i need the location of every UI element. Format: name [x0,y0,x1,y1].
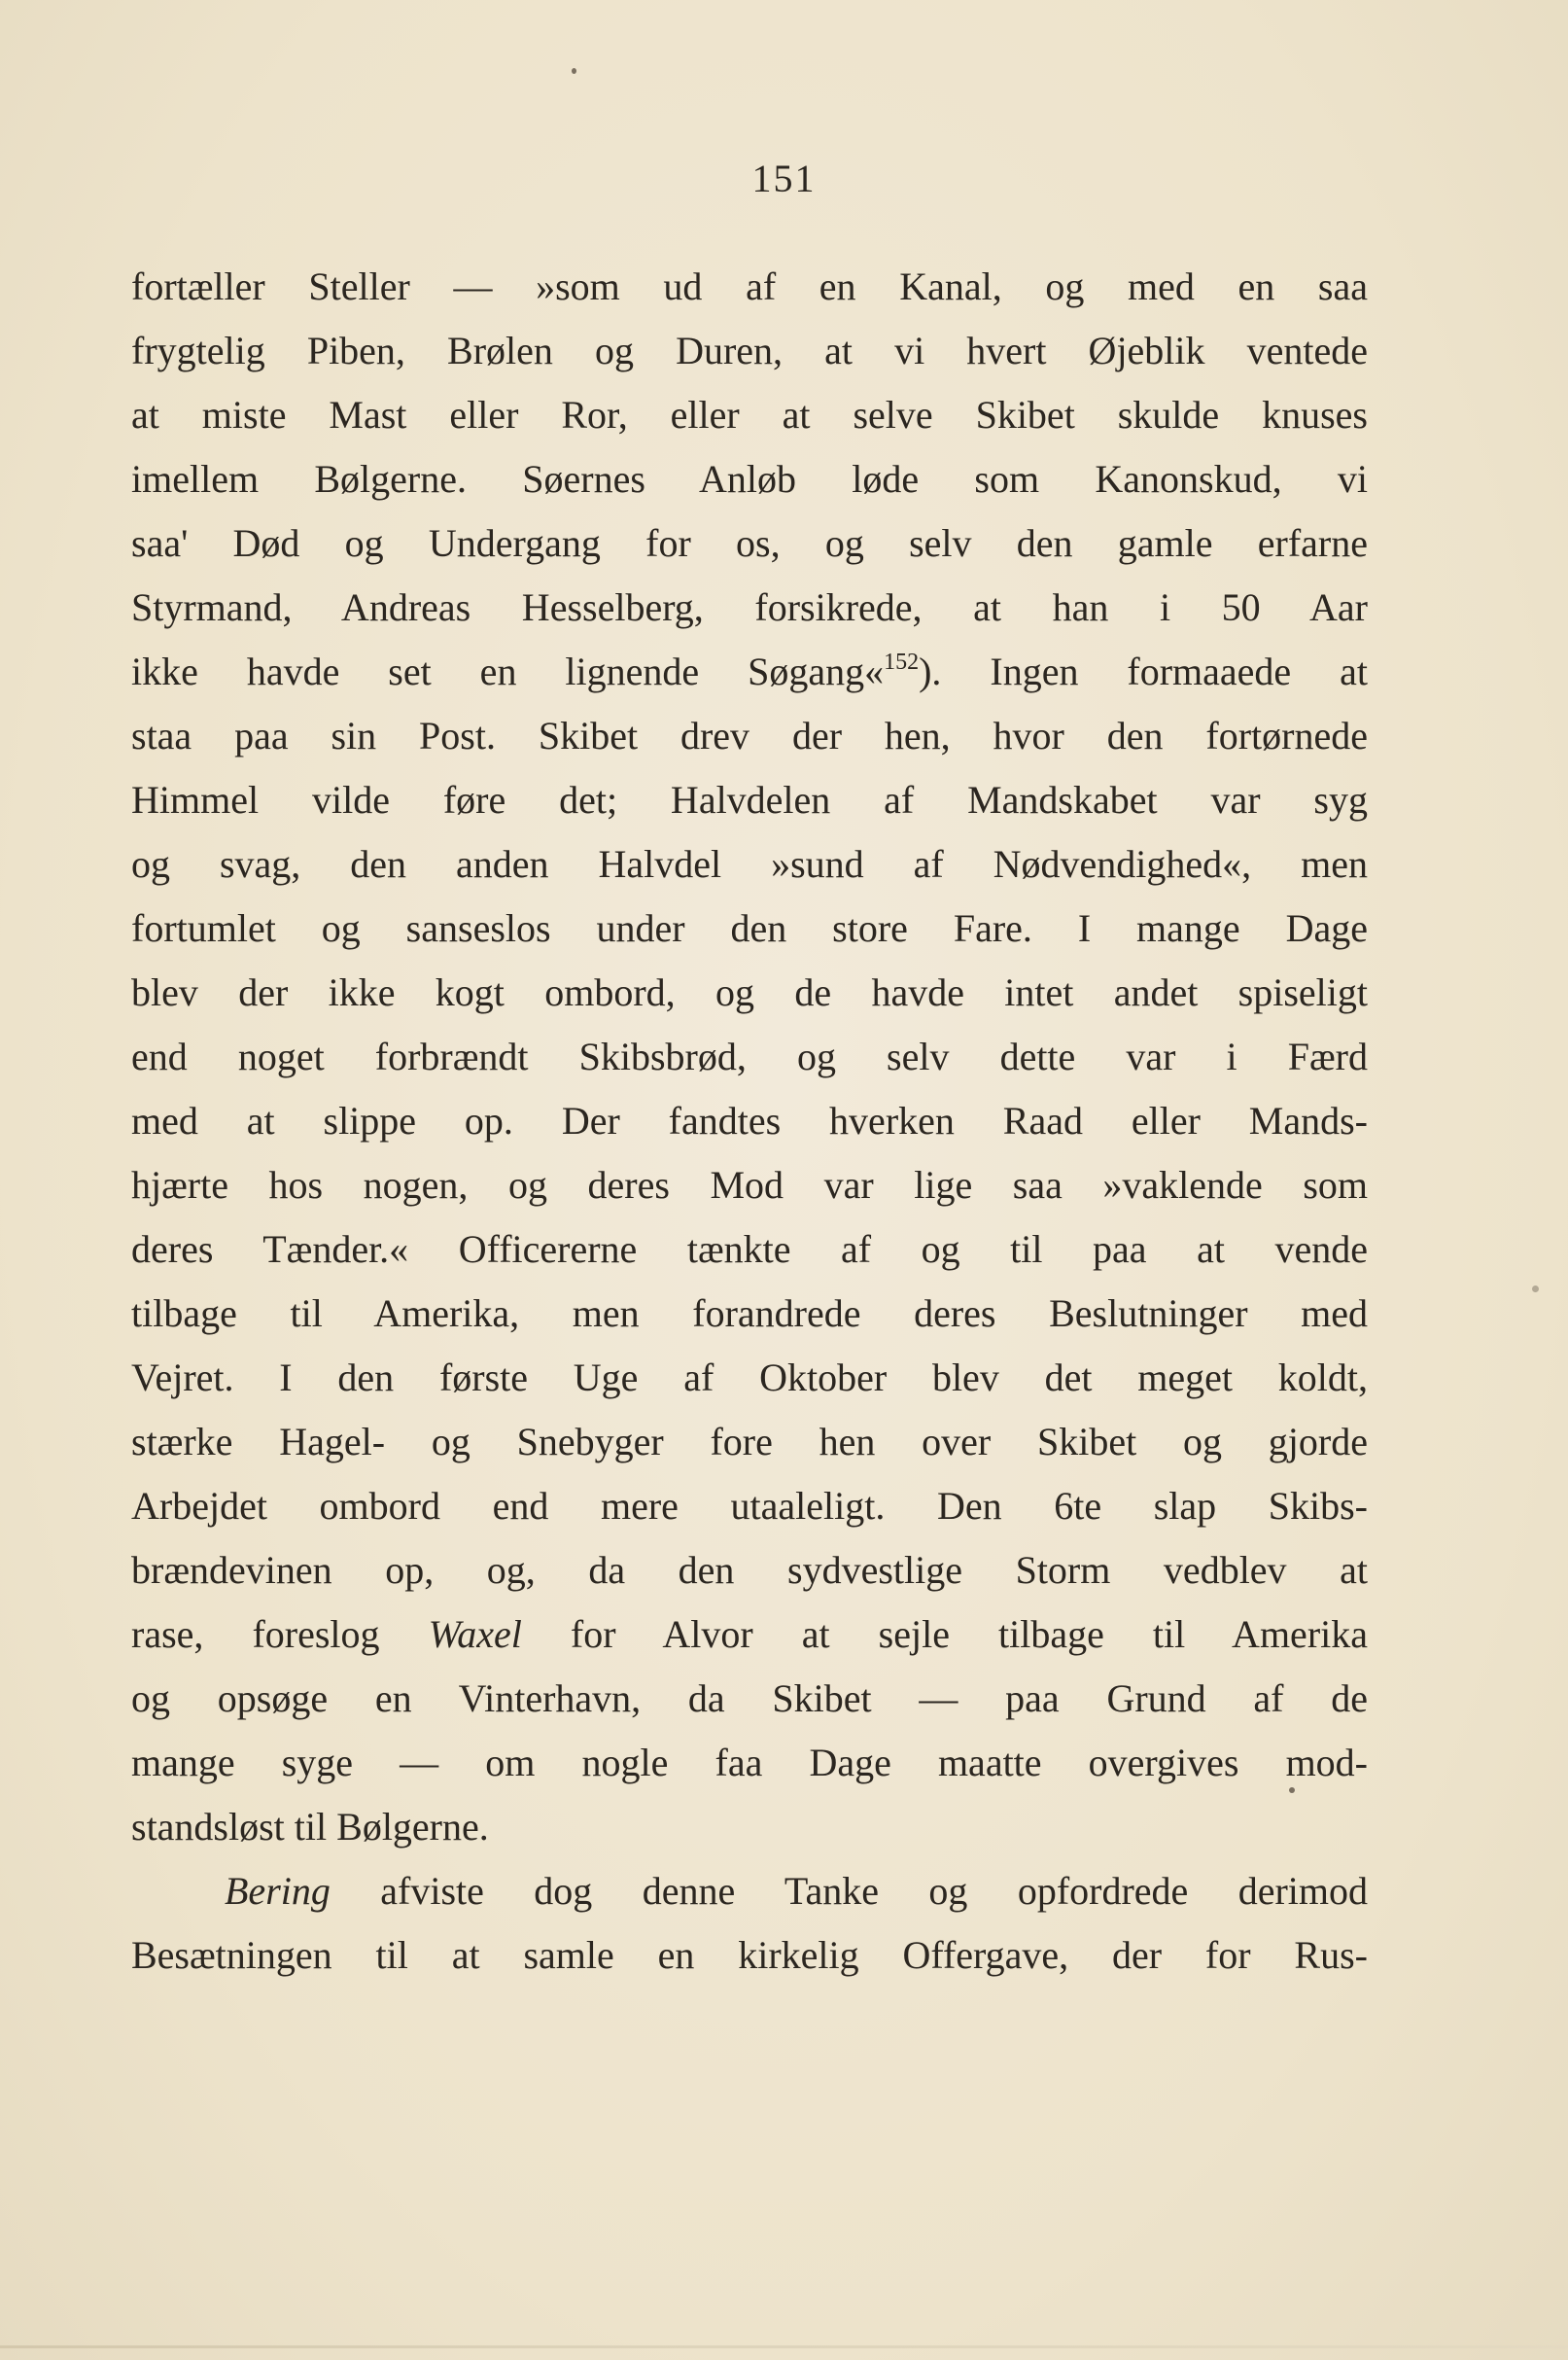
page-edge [0,2345,1568,2348]
page-number: 151 [751,157,817,200]
footnote-reference: 152 [884,650,920,675]
text-line: Vejret. I den første Uge af Oktober blev det meget koldt, [131,1356,1368,1399]
text-line: Himmel vilde føre det; Halvdelen af Mandskabet var syg [131,778,1368,822]
text-line: og svag, den anden Halvdel »sund af Nødvendighed«, men [131,842,1368,886]
text-line: mange syge — om nogle faa Dage maatte overgives mod- [131,1741,1368,1784]
paper-speck [1289,1787,1295,1793]
text-line [131,1603,1368,1667]
body-text [131,255,1368,1988]
text-line [131,640,1368,704]
text-line: stærke Hagel- og Snebyger fore hen over Skibet og gjorde [131,1420,1368,1463]
text-line: blev der ikke kogt ombord, og de havde intet andet spiseligt [131,970,1368,1014]
paper-speck [1532,1286,1539,1292]
text-line: end noget forbrændt Skibsbrød, og selv dette var i Færd [131,1035,1368,1078]
italic-name: Bering [225,1869,331,1913]
text-line: standsløst til Bølgerne. [131,1805,489,1849]
text-segment: afviste dog denne Tanke og opfordrede derimod [330,1869,1368,1913]
text-line: Besætningen til at samle en kirkelig Offergave, der for Rus- [131,1933,1368,1977]
text-segment: for Alvor at sejle tilbage til Amerika [521,1612,1369,1656]
text-line: deres Tænder.« Officererne tænkte af og til paa at vende [131,1227,1368,1271]
text-line: at miste Mast eller Ror, eller at selve Skibet skulde knuses [131,393,1368,437]
text-line: imellem Bølgerne. Søernes Anløb løde som Kanonskud, vi [131,457,1368,501]
text-line: med at slippe op. Der fandtes hverken Raad eller Mands- [131,1099,1368,1143]
italic-name: Waxel [428,1612,522,1656]
text-segment: ). Ingen formaaede at [919,650,1369,693]
text-line: fortumlet og sanseslos under den store Fare. I mange Dage [131,906,1368,950]
text-line: frygtelig Piben, Brølen og Duren, at vi hvert Øjeblik ventede [131,329,1368,372]
text-line: saa' Død og Undergang for os, og selv den gamle erfarne [131,521,1368,565]
text-line: fortæller Steller — »som ud af en Kanal, og med en saa [131,264,1368,308]
text-segment: rase, foreslog [131,1612,429,1656]
text-line: brændevinen op, og, da den sydvestlige Storm vedblev at [131,1548,1368,1592]
text-line: Arbejdet ombord end mere utaaleligt. Den 6te slap Skibs- [131,1484,1368,1528]
text-line: og opsøge en Vinterhavn, da Skibet — paa Grund af de [131,1676,1368,1720]
paper-speck [572,68,576,74]
text-line: tilbage til Amerika, men forandrede deres Beslutninger med [131,1291,1368,1335]
text-line: Styrmand, Andreas Hesselberg, forsikrede, at han i 50 Aar [131,585,1368,629]
text-line: hjærte hos nogen, og deres Mod var lige saa »vaklende som [131,1163,1368,1207]
text-line [131,1859,1368,1923]
text-line: staa paa sin Post. Skibet drev der hen, hvor den fortørnede [131,714,1368,757]
text-segment: ikke havde set en lignende Søgang« [131,650,885,693]
